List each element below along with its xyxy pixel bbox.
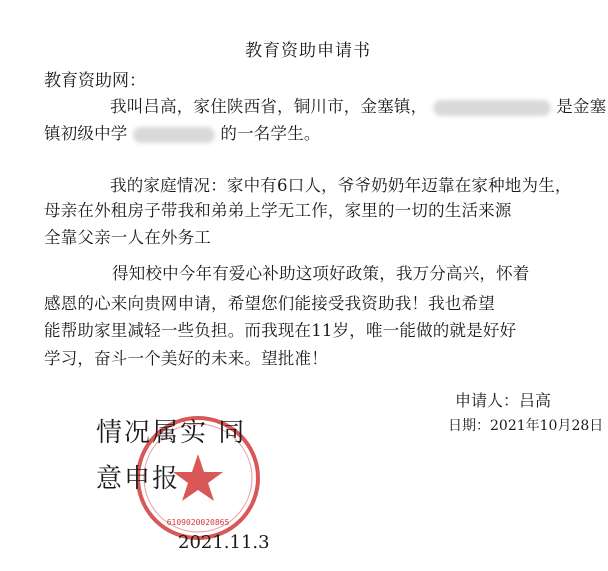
paragraph-3-line-1: 得知校中今年有爱心补助这项好政策，我万分高兴，怀着 — [112, 264, 530, 283]
paragraph-3-line-3: 能帮助家里减轻一些负担。而我现在11岁，唯一能做的就是好好 — [44, 321, 517, 340]
applicant-name: 申请人：吕高 — [455, 391, 552, 410]
intro-text-end: 是金塞 — [556, 97, 607, 116]
student-suffix: 的一名学生。 — [220, 124, 321, 143]
page-title: 教育资助申请书 — [245, 41, 371, 61]
salutation: 教育资助网： — [44, 71, 146, 91]
paragraph-2-line-3: 全靠父亲一人在外务工 — [44, 228, 211, 247]
intro-text: 我叫吕高，家住陕西省，铜川市，金塞镇， — [110, 97, 428, 116]
paragraph-1-line-2 — [44, 120, 321, 144]
paragraph-2-line-2: 母亲在外租房子带我和弟弟上学无工作，家里的一切的生活来源 — [44, 201, 512, 220]
paragraph-3-line-2: 感恩的心来向贵网申请，希望您们能接受我资助我！我也希望 — [44, 294, 495, 313]
application-date: 日期：2021年10月28日 — [448, 418, 604, 434]
paragraph-3-line-4: 学习，奋斗一个美好的未来。望批准！ — [44, 349, 328, 368]
paragraph-2-line-1: 我的家庭情况：家中有6口人，爷爷奶奶年迈靠在家种地为生， — [110, 176, 572, 195]
approval-note: 情况属实 同意申报 — [96, 418, 247, 494]
approval-date: 2021.11.3 — [178, 532, 270, 553]
redacted-class — [133, 127, 215, 143]
redacted-village — [433, 100, 551, 116]
seal-serial: 6109020020865 — [166, 518, 230, 527]
school-prefix: 镇初级中学 — [44, 124, 128, 143]
paragraph-1-line-1 — [110, 93, 606, 117]
